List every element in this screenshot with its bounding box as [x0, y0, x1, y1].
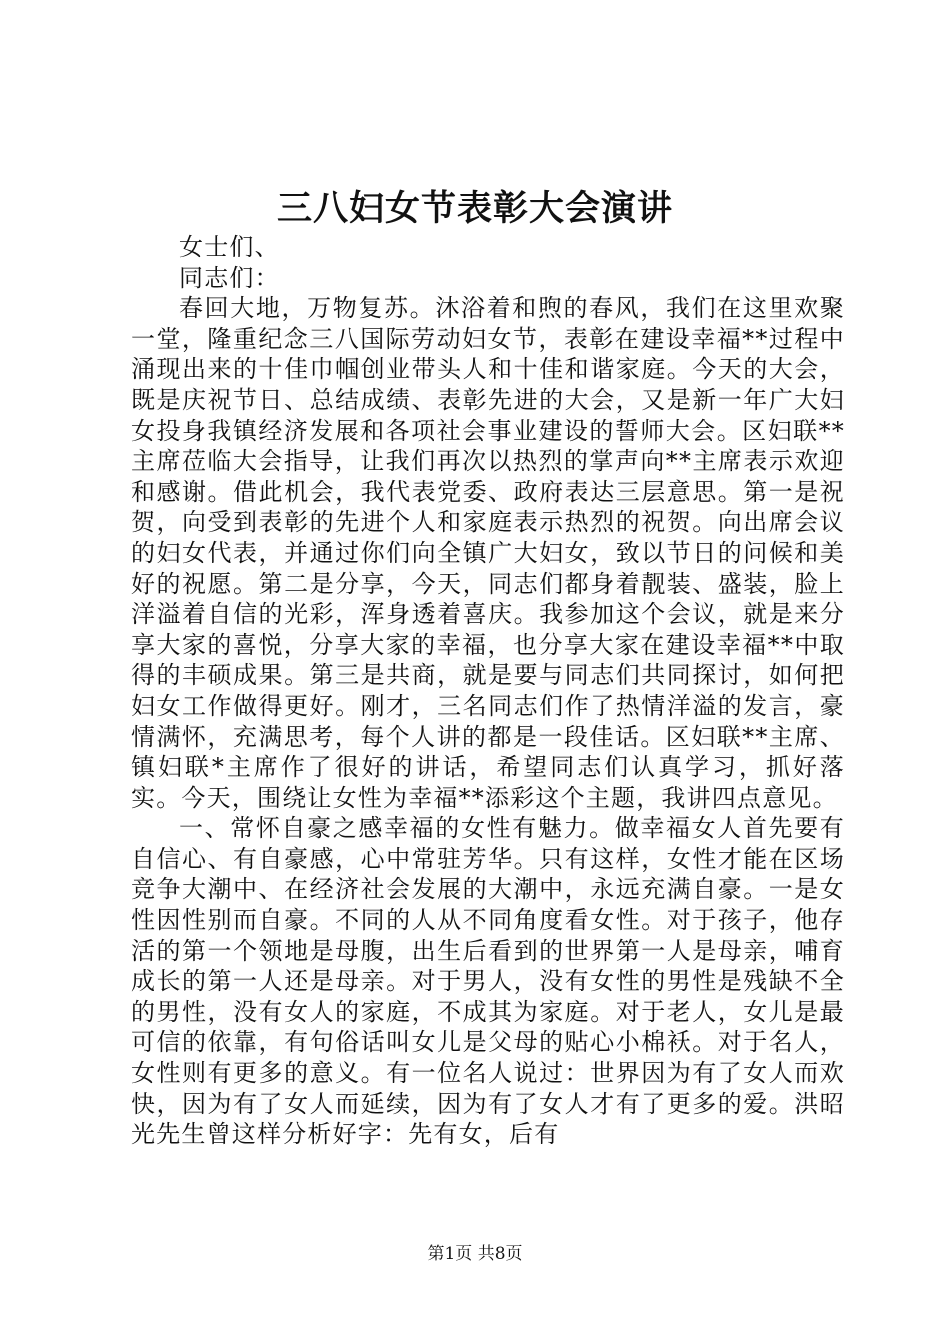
page-footer: 第1页 共8页	[427, 1244, 523, 1264]
body-paragraph: 春回大地，万物复苏。沐浴着和煦的春风，我们在这里欢聚一堂，隆重纪念三八国际劳动妇女节，表彰在建设幸福**过程中涌现出来的十佳巾帼创业带头人和十佳和谐家庭。今天的大会，既是庆祝节日、总结成绩、表彰先进的大会，又是新一年广大妇女投身我镇经济发展和各项社会事业建设的誓师大会。区妇联**主席莅临大会指导，让我们再次以热烈的掌声向**主席表示欢迎和感谢。借此机会，我代表党委、政府表达三层意思。第一是祝贺，向受到表彰的先进个人和家庭表示热烈的祝贺。向出席会议的妇女代表，并通过你们向全镇广大妇女，致以节日的问候和美好的祝愿。第二是分享，今天，同志们都身着靓装、盛装，脸上洋溢着自信的光彩，浑身透着喜庆。我参加这个会议，就是来分享大家的喜悦，分享大家的幸福，也分享大家在建设幸福**中取得的丰硕成果。第三是共商，就是要与同志们共同探讨，如何把妇女工作做得更好。刚才，三名同志们作了热情洋溢的发言，豪情满怀，充满思考，每个人讲的都是一段佳话。区妇联**主席、镇妇联*主席作了很好的讲话，希望同志们认真学习，抓好落实。今天，围绕让女性为幸福**添彩这个主题，我讲四点意见。	[131, 294, 845, 812]
document-title: 三八妇女节表彰大会演讲	[276, 188, 673, 229]
salutation-line: 女士们、	[179, 233, 280, 261]
salutation-line: 同志们：	[179, 263, 280, 292]
document-body	[131, 232, 845, 1150]
body-paragraph: 一、常怀自豪之感幸福的女性有魅力。做幸福女人首先要有自信心、有自豪感，心中常驻芳华。只有这样，女性才能在区场竞争大潮中、在经济社会发展的大潮中，永远充满自豪。一是女性因性别而自豪。不同的人从不同角度看女性。对于孩子，他存活的第一个领地是母腹，出生后看到的世界第一人是母亲，哺育成长的第一人还是母亲。对于男人，没有女性的男性是残缺不全的男性，没有女人的家庭，不成其为家庭。对于老人，女儿是最可信的依靠，有句俗话叫女儿是父母的贴心小棉袄。对于名人，女性则有更多的意义。有一位名人说过：世界因为有了女人而欢快，因为有了女人而延续，因为有了女人才有了更多的爱。洪昭光先生曾这样分析好字：先有女，后有	[131, 814, 845, 1149]
